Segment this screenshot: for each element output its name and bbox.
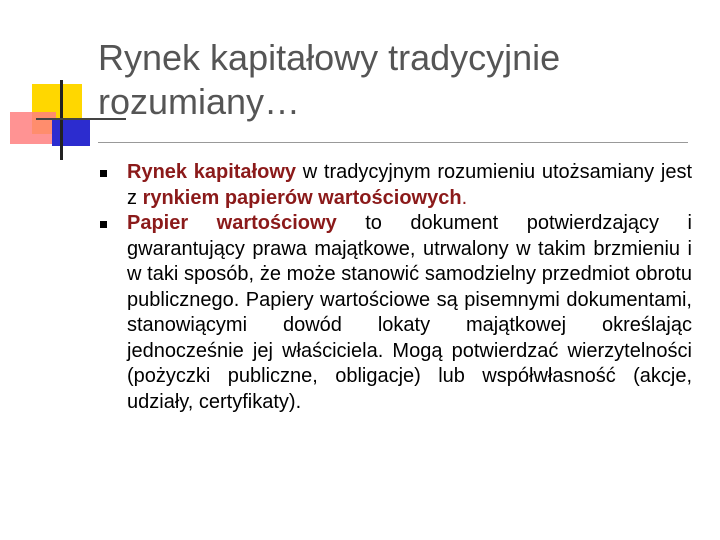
- square-bullet-icon: [100, 221, 107, 228]
- bullet-item: [100, 211, 692, 415]
- decorative-blue-square: [52, 118, 90, 146]
- term-highlight: rynkiem papierów wartościowych: [142, 186, 462, 209]
- bullet-text: w tradycyjnym rozumieniu utożsamiany jest z: [127, 161, 692, 209]
- term-highlight: Papier wartościowy: [127, 212, 337, 234]
- bullet-list: [100, 160, 692, 415]
- square-bullet-icon: [100, 170, 107, 177]
- slide-title: Rynek kapitałowy tradycyjnie rozumiany…: [98, 37, 561, 122]
- bullet-text: to dokument potwierdzający i gwarantujący prawa majątkowe, utrwalony w takim brzmieniu i w taki sposób, że może stanowić samodzielny przedmiot obrotu publicznego. Papiery wartościowe są pisemnymi dokumentami, stanowiącymi dowód lokaty majątkowej określając jednocześnie jej właściciela. Mogą potwierdzać wierzytelności (pożyczki publiczne, obligacje) lub współwłasność (akcje, udziały, certyfikaty).: [127, 212, 692, 413]
- title-underline: [98, 142, 688, 143]
- bullet-text: .: [461, 186, 468, 209]
- decorative-red-square: [10, 112, 56, 144]
- term-highlight: Rynek kapitałowy: [127, 161, 297, 183]
- bullet-item: [100, 160, 692, 211]
- decorative-vertical-line: [60, 80, 63, 160]
